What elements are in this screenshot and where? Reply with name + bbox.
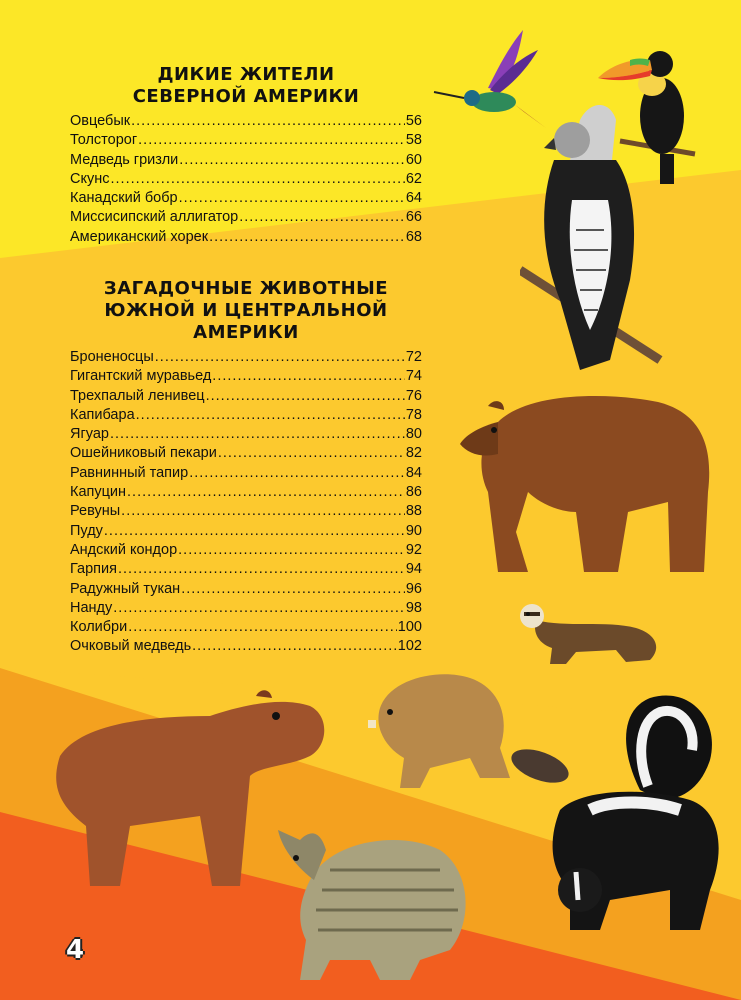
toc-entry[interactable] bbox=[70, 599, 422, 618]
entry-page: 82 bbox=[405, 445, 422, 462]
leader-dots bbox=[192, 637, 397, 656]
entry-title: Медведь гризли bbox=[70, 151, 179, 168]
leader-dots bbox=[155, 348, 405, 367]
entry-title: Андский кондор bbox=[70, 541, 178, 558]
leader-dots bbox=[209, 228, 405, 247]
entry-page: 84 bbox=[405, 464, 422, 481]
toc-entry[interactable] bbox=[70, 112, 422, 131]
toc-entry[interactable] bbox=[70, 189, 422, 208]
entry-page: 64 bbox=[405, 190, 422, 207]
toc-entry[interactable] bbox=[70, 580, 422, 599]
leader-dots bbox=[128, 618, 397, 637]
leader-dots bbox=[239, 208, 405, 227]
toc-entries bbox=[70, 348, 422, 657]
toc-entries bbox=[70, 112, 422, 247]
heading-line: СЕВЕРНОЙ АМЕРИКИ bbox=[132, 86, 360, 107]
entry-title: Радужный тукан bbox=[70, 580, 181, 597]
ferret-illustration bbox=[516, 598, 662, 670]
entry-title: Миссисипский аллигатор bbox=[70, 209, 239, 226]
heading-line: АМЕРИКИ bbox=[193, 322, 299, 343]
entry-title: Канадский бобр bbox=[70, 190, 178, 207]
leader-dots bbox=[181, 580, 405, 599]
toc-entry[interactable] bbox=[70, 522, 422, 541]
leader-dots bbox=[179, 151, 405, 170]
entry-title: Ошейниковый пекари bbox=[70, 445, 217, 462]
entry-title: Ягуар bbox=[70, 426, 109, 443]
entry-page: 62 bbox=[405, 170, 422, 187]
entry-page: 90 bbox=[405, 522, 422, 539]
leader-dots bbox=[179, 189, 405, 208]
entry-title: Очковый медведь bbox=[70, 638, 192, 655]
leader-dots bbox=[118, 560, 405, 579]
entry-page: 74 bbox=[405, 368, 422, 385]
toc-section-south-central-america bbox=[70, 278, 422, 657]
toc-section-north-america bbox=[70, 64, 422, 247]
toc-entry[interactable] bbox=[70, 131, 422, 150]
leader-dots bbox=[131, 112, 405, 131]
entry-title: Нанду bbox=[70, 599, 113, 616]
toc-entry[interactable] bbox=[70, 228, 422, 247]
entry-title: Равнинный тапир bbox=[70, 464, 189, 481]
entry-page: 58 bbox=[405, 132, 422, 149]
entry-title: Пуду bbox=[70, 522, 103, 539]
toc-entry[interactable] bbox=[70, 502, 422, 521]
entry-page: 92 bbox=[405, 541, 422, 558]
toc-entry[interactable] bbox=[70, 406, 422, 425]
entry-page: 100 bbox=[397, 619, 422, 636]
page-number: 4 bbox=[66, 935, 85, 965]
entry-title: Броненосцы bbox=[70, 349, 154, 365]
leader-dots bbox=[104, 522, 405, 541]
skunk-illustration bbox=[540, 690, 730, 936]
toc-entry[interactable] bbox=[70, 367, 422, 386]
toc-entry[interactable] bbox=[70, 387, 422, 406]
entry-title: Американский хорек bbox=[70, 228, 209, 245]
leader-dots bbox=[189, 464, 405, 483]
entry-title: Гигантский муравьед bbox=[70, 368, 212, 385]
toc-entry[interactable] bbox=[70, 483, 422, 502]
entry-page: 68 bbox=[405, 228, 422, 245]
toc-entry[interactable] bbox=[70, 541, 422, 560]
toc-entry[interactable] bbox=[70, 637, 422, 656]
toc-entry[interactable] bbox=[70, 560, 422, 579]
entry-page: 86 bbox=[405, 484, 422, 501]
entry-page: 98 bbox=[405, 599, 422, 616]
leader-dots bbox=[110, 425, 405, 444]
entry-page: 94 bbox=[405, 561, 422, 578]
entry-page: 88 bbox=[405, 503, 422, 520]
toc-entry[interactable] bbox=[70, 464, 422, 483]
entry-title: Гарпия bbox=[70, 561, 117, 578]
entry-page: 102 bbox=[397, 638, 422, 655]
toc-entry[interactable] bbox=[70, 425, 422, 444]
toc-entry[interactable] bbox=[70, 348, 422, 367]
toc-entry[interactable] bbox=[70, 151, 422, 170]
leader-dots bbox=[127, 483, 405, 502]
leader-dots bbox=[138, 131, 405, 150]
leader-dots bbox=[113, 599, 405, 618]
entry-page: 56 bbox=[405, 113, 422, 129]
entry-page: 80 bbox=[405, 426, 422, 443]
entry-title: Скунс bbox=[70, 170, 110, 187]
toc-entry[interactable] bbox=[70, 618, 422, 637]
entry-page: 76 bbox=[405, 387, 422, 404]
beaver-illustration bbox=[360, 668, 570, 798]
leader-dots bbox=[206, 387, 405, 406]
leader-dots bbox=[121, 502, 405, 521]
leader-dots bbox=[111, 170, 405, 189]
toc-entry[interactable] bbox=[70, 208, 422, 227]
leader-dots bbox=[212, 367, 405, 386]
entry-title: Овцебык bbox=[70, 113, 131, 129]
heading-line: ДИКИЕ ЖИТЕЛИ bbox=[157, 64, 335, 85]
entry-title: Толсторог bbox=[70, 132, 138, 149]
entry-page: 60 bbox=[405, 151, 422, 168]
harpy-eagle-illustration bbox=[520, 100, 665, 380]
entry-title: Трехпалый ленивец bbox=[70, 387, 205, 404]
entry-page: 78 bbox=[405, 406, 422, 423]
entry-title: Ревуны bbox=[70, 503, 121, 520]
toc-entry[interactable] bbox=[70, 444, 422, 463]
brown-bear-illustration bbox=[458, 382, 720, 578]
armadillo-illustration bbox=[270, 810, 475, 985]
section-heading bbox=[70, 64, 422, 108]
entry-page: 66 bbox=[405, 209, 422, 226]
leader-dots bbox=[218, 444, 405, 463]
section-heading bbox=[70, 278, 422, 344]
heading-line: ЮЖНОЙ И ЦЕНТРАЛЬНОЙ bbox=[104, 300, 388, 321]
leader-dots bbox=[136, 406, 405, 425]
leader-dots bbox=[178, 541, 405, 560]
entry-title: Капибара bbox=[70, 406, 135, 423]
entry-title: Капуцин bbox=[70, 484, 127, 501]
entry-page: 96 bbox=[405, 580, 422, 597]
entry-title: Колибри bbox=[70, 619, 128, 636]
entry-page: 72 bbox=[405, 349, 422, 365]
heading-line: ЗАГАДОЧНЫЕ ЖИВОТНЫЕ bbox=[103, 278, 389, 299]
toc-entry[interactable] bbox=[70, 170, 422, 189]
